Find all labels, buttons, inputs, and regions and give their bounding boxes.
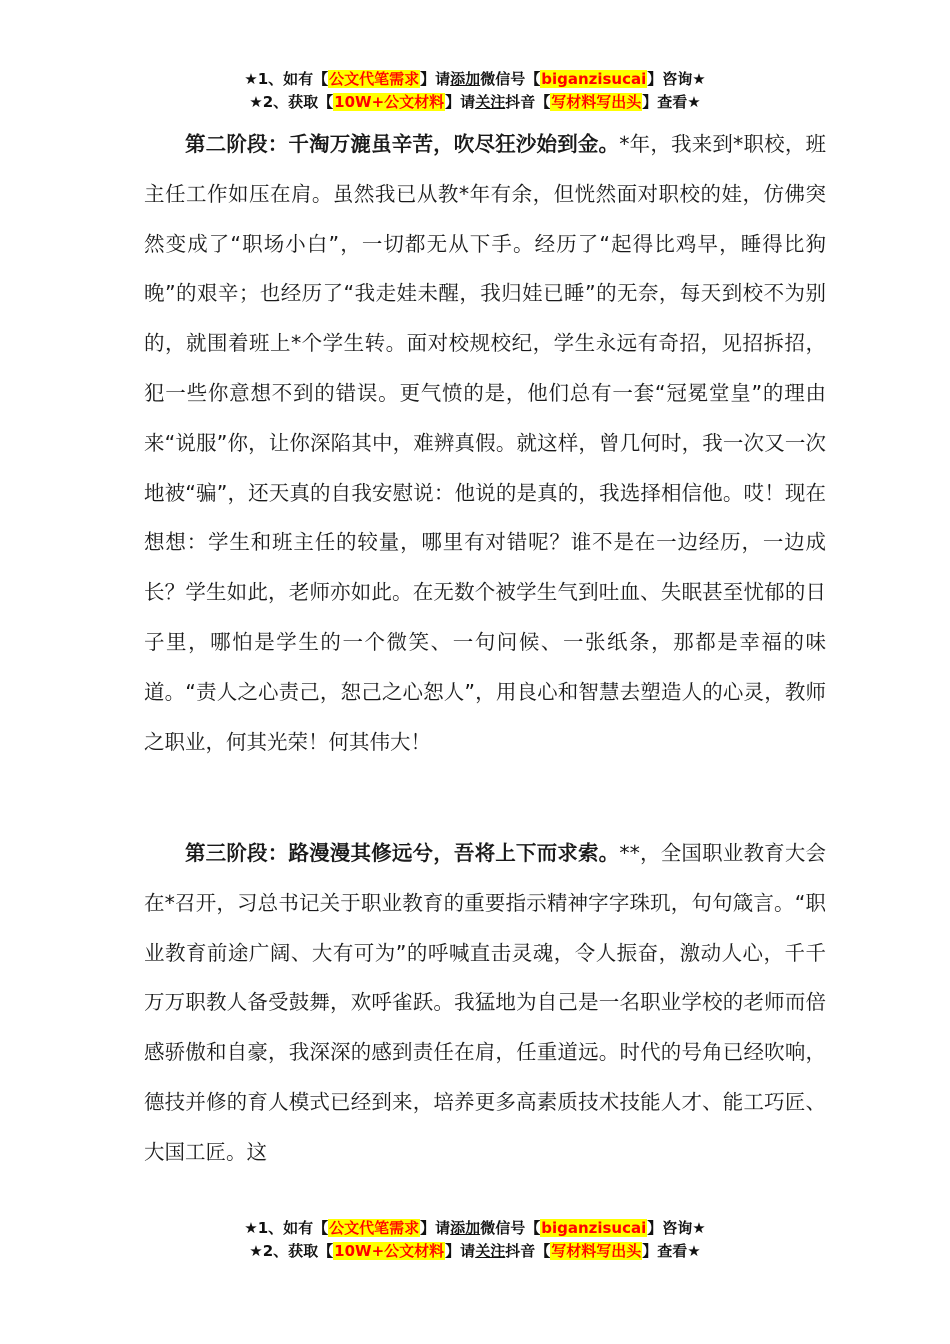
banner-text: 1、如有【 (257, 70, 329, 88)
banner-line-1 (0, 68, 950, 91)
paragraph-lead: 第二阶段：千淘万漉虽辛苦，吹尽狂沙始到金。 (185, 132, 620, 156)
paragraph-body: *年，我来到*职校，班主任工作如压在肩。虽然我已从教*年有余，但恍然面对职校的娃，仿佛突然变成了“职场小白”，一切都无从下手。经历了“起得比鸡早，睡得比狗晚”的艰辛；也经历了“我走娃未醒，我归娃已睡”的无奈，每天到校不为别的，就围着班上*个学生转。面对校规校纪，学生永远有奇招，见招拆招，犯一些你意想不到的错误。更气愤的是，他们总有一套“冠冕堂皇”的理由来“说服”你，让你深陷其中，难辨真假。就这样，曾几何时，我一次又一次地被“骗”，还天真的自我安慰说：他说的是真的，我选择相信他。哎！现在想想：学生和班主任的较量，哪里有对错呢？谁不是在一边经历，一边成长？学生如此，老师亦如此。在无数个被学生气到吐血、失眠甚至忧郁的日子里，哪怕是学生的一个微笑、一句问候、一张纸条，那都是幸福的味道。“责人之心责己，恕己之心恕人”，用良心和智慧去塑造人的心灵，教师之职业，何其光荣！何其伟大！ (144, 132, 827, 754)
paragraph (144, 829, 826, 1178)
star-icon: ★ (244, 1219, 258, 1237)
banner-text: 】请 (420, 70, 451, 88)
banner-line-1 (0, 1217, 950, 1240)
banner-text: 1、如有【 (257, 1219, 329, 1237)
banner-text: 】查看 (642, 1242, 688, 1260)
banner-text: 】请 (445, 1242, 476, 1260)
banner-text: 微信号【 (480, 70, 541, 88)
top-banner (0, 68, 950, 114)
banner-text: 2、获取【 (262, 1242, 334, 1260)
document-body-section-3 (144, 829, 826, 1178)
bottom-banner (0, 1217, 950, 1263)
banner-highlight: biganzisucai (541, 70, 647, 88)
banner-underline: 关注 (475, 93, 506, 111)
banner-text: 微信号【 (480, 1219, 541, 1237)
banner-highlight: biganzisucai (541, 1219, 647, 1237)
star-icon: ★ (249, 1242, 263, 1260)
banner-underline: 关注 (475, 1242, 506, 1260)
document-body-section-2 (144, 120, 826, 767)
banner-underline: 添加 (450, 70, 481, 88)
star-icon: ★ (249, 93, 263, 111)
banner-text: 】查看 (642, 93, 688, 111)
banner-text: 抖音【 (505, 93, 551, 111)
banner-highlight: 公文代笔需求 (329, 1219, 420, 1237)
banner-line-2 (0, 91, 950, 114)
banner-highlight: 写材料写出头 (551, 1242, 642, 1260)
banner-line-2 (0, 1240, 950, 1263)
banner-underline: 添加 (450, 1219, 481, 1237)
banner-text: 】咨询 (647, 70, 693, 88)
star-icon: ★ (244, 70, 258, 88)
banner-highlight: 公文代笔需求 (329, 70, 420, 88)
banner-text: 2、获取【 (262, 93, 334, 111)
banner-text: 】请 (445, 93, 476, 111)
paragraph-body: **，全国职业教育大会在*召开，习总书记关于职业教育的重要指示精神字字珠玑，句句箴言。“职业教育前途广阔、大有可为”的呼喊直击灵魂，令人振奋，激动人心，千千万万职教人备受鼓舞，欢呼雀跃。我猛地为自己是一名职业学校的老师而倍感骄傲和自豪，我深深的感到责任在肩，任重道远。时代的号角已经吹响，德技并修的育人模式已经到来，培养更多高素质技术技能人才、能工巧匠、大国工匠。这 (144, 841, 827, 1164)
star-icon: ★ (692, 70, 706, 88)
banner-highlight: 写材料写出头 (551, 93, 642, 111)
star-icon: ★ (687, 1242, 701, 1260)
star-icon: ★ (692, 1219, 706, 1237)
banner-text: 抖音【 (505, 1242, 551, 1260)
paragraph-lead: 第三阶段：路漫漫其修远兮，吾将上下而求索。 (185, 841, 620, 865)
banner-highlight: 10W+公文材料 (334, 1242, 445, 1260)
banner-text: 】请 (420, 1219, 451, 1237)
banner-text: 】咨询 (647, 1219, 693, 1237)
banner-highlight: 10W+公文材料 (334, 93, 445, 111)
paragraph (144, 120, 826, 767)
star-icon: ★ (687, 93, 701, 111)
